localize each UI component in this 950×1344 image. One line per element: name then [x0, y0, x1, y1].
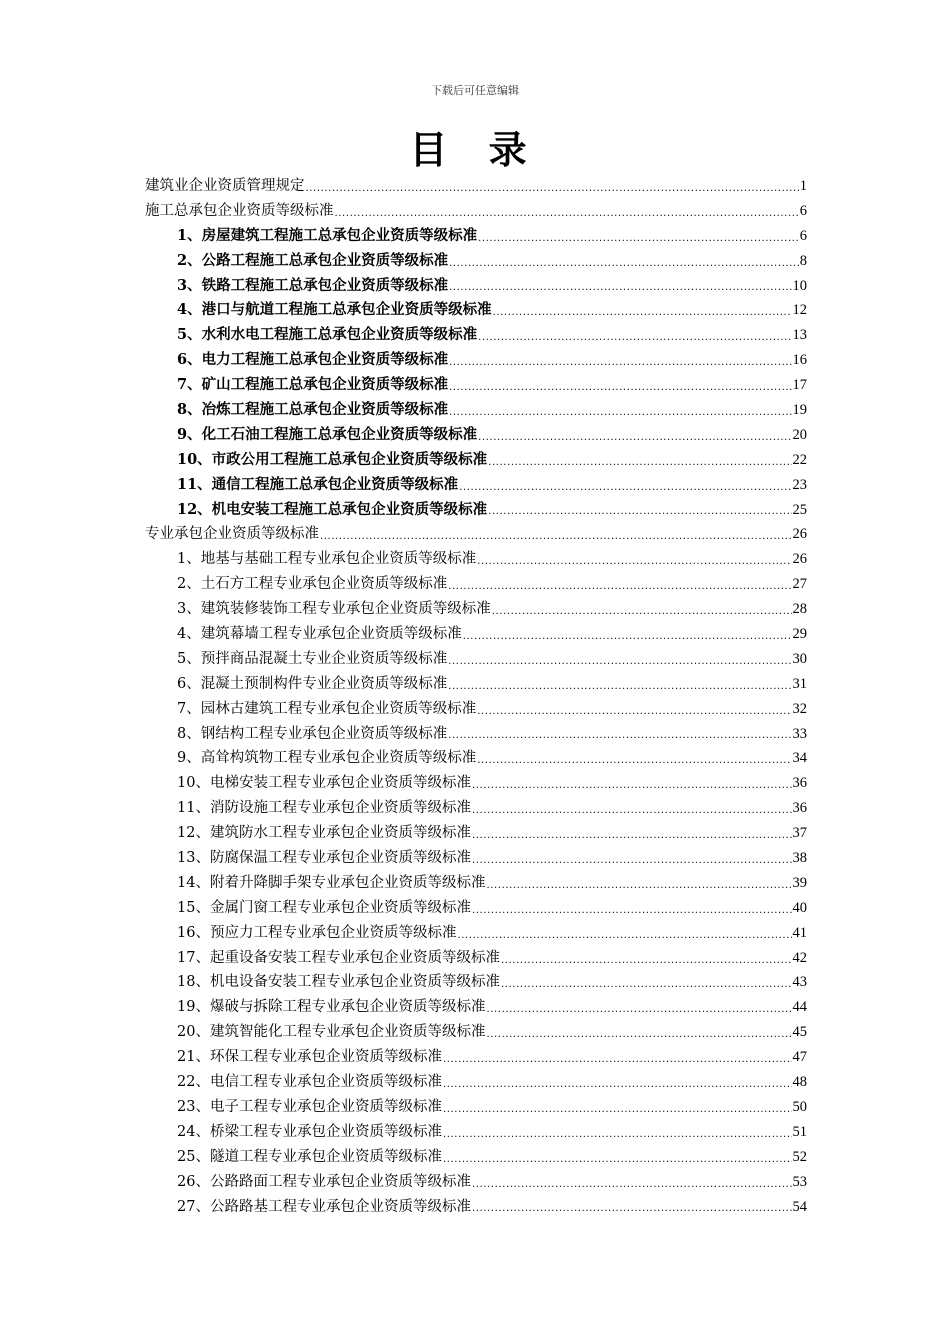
dot-leader: [472, 1170, 792, 1195]
toc-entry-title: 1、房屋建筑工程施工总承包企业资质等级标准: [177, 226, 478, 244]
toc-entry-title: 11、消防设施工程专业承包企业资质等级标准: [177, 800, 471, 817]
toc-entry[interactable]: [145, 1145, 807, 1170]
dot-leader: [493, 298, 792, 323]
dot-leader: [486, 995, 791, 1020]
toc-entry-title: 19、爆破与拆除工程专业承包企业资质等级标准: [177, 999, 486, 1016]
toc-entry-page: 37: [792, 825, 807, 842]
toc-entry[interactable]: [145, 622, 807, 647]
toc-entry-page: 51: [792, 1123, 807, 1140]
toc-entry-page: 29: [792, 626, 807, 643]
toc-entry-page: 38: [792, 850, 807, 867]
toc-entry[interactable]: [145, 771, 807, 796]
dot-leader: [488, 498, 791, 523]
toc-entry-title: 2、土石方工程专业承包企业资质等级标准: [177, 576, 448, 593]
dot-leader: [448, 572, 791, 597]
toc-entry-title: 5、水利水电工程施工总承包企业资质等级标准: [177, 326, 478, 344]
dot-leader: [335, 199, 799, 224]
toc-entry-page: 23: [792, 476, 807, 493]
toc-entry-page: 48: [792, 1074, 807, 1091]
dot-leader: [477, 547, 791, 572]
table-of-contents: [145, 174, 807, 1219]
toc-entry[interactable]: [145, 697, 807, 722]
toc-entry-title: 10、电梯安装工程专业承包企业资质等级标准: [177, 775, 471, 792]
toc-entry-title: 17、起重设备安装工程专业承包企业资质等级标准: [177, 949, 500, 966]
dot-leader: [478, 323, 791, 348]
toc-entry[interactable]: [145, 547, 807, 572]
toc-entry-title: 26、公路路面工程专业承包企业资质等级标准: [177, 1173, 471, 1190]
dot-leader: [306, 174, 799, 199]
dot-leader: [449, 373, 791, 398]
toc-entry-page: 42: [792, 949, 807, 966]
toc-entry[interactable]: [145, 722, 807, 747]
dot-leader: [486, 1020, 791, 1045]
toc-entry-page: 40: [792, 899, 807, 916]
dot-leader: [472, 846, 792, 871]
dot-leader: [478, 423, 791, 448]
toc-entry[interactable]: [145, 597, 807, 622]
toc-entry-title: 5、预拌商品混凝土专业企业资质等级标准: [177, 650, 448, 667]
toc-entry-page: 16: [792, 352, 807, 369]
dot-leader: [486, 871, 791, 896]
toc-entry[interactable]: [145, 746, 807, 771]
toc-entry[interactable]: [145, 373, 807, 398]
toc-entry[interactable]: [145, 971, 807, 996]
toc-entry-page: 36: [792, 800, 807, 817]
header-note: 下载后可任意编辑: [431, 84, 519, 97]
dot-leader: [449, 249, 799, 274]
toc-entry[interactable]: [145, 398, 807, 423]
toc-entry-title: 15、金属门窗工程专业承包企业资质等级标准: [177, 899, 471, 916]
toc-entry-page: 26: [792, 551, 807, 568]
toc-entry-page: 52: [792, 1148, 807, 1165]
toc-entry-page: 43: [792, 974, 807, 991]
toc-entry[interactable]: [145, 199, 807, 224]
toc-entry-title: 13、防腐保温工程专业承包企业资质等级标准: [177, 850, 471, 867]
toc-entry-page: 44: [792, 999, 807, 1016]
toc-entry-title: 7、园林古建筑工程专业承包企业资质等级标准: [177, 700, 477, 717]
toc-entry[interactable]: [145, 448, 807, 473]
toc-entry[interactable]: [145, 871, 807, 896]
toc-entry-title: 8、冶炼工程施工总承包企业资质等级标准: [177, 401, 449, 418]
toc-entry[interactable]: [145, 946, 807, 971]
toc-entry-title: 9、高耸构筑物工程专业承包企业资质等级标准: [177, 750, 477, 767]
toc-entry-page: 17: [792, 377, 807, 394]
toc-entry-title: 22、电信工程专业承包企业资质等级标准: [177, 1074, 442, 1091]
toc-entry[interactable]: [145, 572, 807, 597]
dot-leader: [449, 398, 791, 423]
toc-entry-page: 31: [792, 675, 807, 692]
toc-entry-title: 12、机电安装工程施工总承包企业资质等级标准: [177, 500, 488, 518]
toc-entry-title: 7、矿山工程施工总承包企业资质等级标准: [177, 376, 449, 394]
toc-entry-title: 8、钢结构工程专业承包企业资质等级标准: [177, 725, 448, 742]
toc-entry[interactable]: [145, 522, 807, 547]
toc-entry[interactable]: [145, 498, 807, 523]
dot-leader: [320, 522, 792, 547]
toc-entry-page: 50: [792, 1098, 807, 1115]
dot-leader: [448, 722, 791, 747]
toc-entry[interactable]: [145, 1070, 807, 1095]
toc-entry[interactable]: [145, 1020, 807, 1045]
toc-entry-title: 16、预应力工程专业承包企业资质等级标准: [177, 924, 457, 941]
toc-entry-title: 12、建筑防水工程专业承包企业资质等级标准: [177, 825, 471, 842]
toc-entry[interactable]: [145, 672, 807, 697]
toc-entry-page: 12: [792, 302, 807, 319]
toc-entry-page: 32: [792, 700, 807, 717]
dot-leader: [443, 1045, 792, 1070]
toc-entry[interactable]: [145, 473, 807, 498]
dot-leader: [443, 1120, 792, 1145]
toc-entry-title: 23、电子工程专业承包企业资质等级标准: [177, 1098, 442, 1115]
toc-entry-page: 53: [792, 1173, 807, 1190]
dot-leader: [449, 274, 791, 299]
toc-entry-title: 6、电力工程施工总承包企业资质等级标准: [177, 351, 449, 369]
page-title: 目 录: [409, 127, 541, 172]
dot-leader: [501, 971, 792, 996]
toc-entry[interactable]: [145, 423, 807, 448]
dot-leader: [472, 1195, 792, 1220]
toc-entry[interactable]: [145, 249, 807, 274]
toc-entry[interactable]: [145, 348, 807, 373]
toc-entry[interactable]: [145, 1120, 807, 1145]
dot-leader: [488, 448, 791, 473]
toc-entry-title: 21、环保工程专业承包企业资质等级标准: [177, 1049, 442, 1066]
toc-entry-page: 8: [799, 252, 807, 269]
toc-entry[interactable]: [145, 1195, 807, 1220]
toc-entry[interactable]: [145, 1170, 807, 1195]
toc-entry-title: 施工总承包企业资质等级标准: [145, 202, 334, 219]
toc-entry-page: 47: [792, 1049, 807, 1066]
toc-entry[interactable]: [145, 174, 807, 199]
toc-entry[interactable]: [145, 1095, 807, 1120]
toc-entry-page: 41: [792, 924, 807, 941]
toc-entry-page: 1: [799, 177, 807, 194]
toc-entry-title: 10、市政公用工程施工总承包企业资质等级标准: [177, 450, 488, 468]
dot-leader: [477, 746, 791, 771]
dot-leader: [448, 647, 791, 672]
dot-leader: [472, 821, 792, 846]
toc-entry-title: 2、公路工程施工总承包企业资质等级标准: [177, 251, 449, 269]
toc-entry-title: 专业承包企业资质等级标准: [145, 526, 319, 543]
toc-entry[interactable]: [145, 821, 807, 846]
toc-entry-title: 14、附着升降脚手架专业承包企业资质等级标准: [177, 874, 486, 891]
toc-entry-title: 20、建筑智能化工程专业承包企业资质等级标准: [177, 1024, 486, 1041]
toc-entry-page: 22: [792, 451, 807, 468]
toc-entry-title: 24、桥梁工程专业承包企业资质等级标准: [177, 1123, 442, 1140]
toc-entry-page: 6: [799, 227, 807, 244]
toc-entry[interactable]: [145, 224, 807, 249]
dot-leader: [492, 597, 792, 622]
toc-entry-page: 26: [792, 526, 807, 543]
toc-entry-page: 34: [792, 750, 807, 767]
toc-entry-title: 3、建筑装修装饰工程专业承包企业资质等级标准: [177, 601, 491, 618]
toc-entry-page: 20: [792, 426, 807, 443]
toc-entry[interactable]: [145, 274, 807, 299]
toc-entry-page: 28: [792, 601, 807, 618]
dot-leader: [443, 1070, 792, 1095]
dot-leader: [478, 224, 799, 249]
toc-entry-title: 27、公路路基工程专业承包企业资质等级标准: [177, 1198, 471, 1215]
dot-leader: [472, 896, 792, 921]
toc-entry-page: 33: [792, 725, 807, 742]
toc-entry[interactable]: [145, 921, 807, 946]
dot-leader: [459, 473, 791, 498]
toc-entry-title: 1、地基与基础工程专业承包企业资质等级标准: [177, 551, 477, 568]
toc-entry-title: 3、铁路工程施工总承包企业资质等级标准: [177, 276, 449, 294]
dot-leader: [457, 921, 791, 946]
dot-leader: [443, 1095, 792, 1120]
toc-entry-page: 10: [792, 277, 807, 294]
toc-entry-title: 18、机电设备安装工程专业承包企业资质等级标准: [177, 974, 500, 991]
dot-leader: [443, 1145, 792, 1170]
dot-leader: [463, 622, 792, 647]
toc-entry[interactable]: [145, 647, 807, 672]
toc-entry[interactable]: [145, 323, 807, 348]
toc-entry-title: 11、通信工程施工总承包企业资质等级标准: [177, 475, 459, 493]
toc-entry-page: 13: [792, 327, 807, 344]
dot-leader: [472, 771, 792, 796]
toc-entry-page: 6: [799, 202, 807, 219]
toc-entry-page: 30: [792, 650, 807, 667]
toc-entry[interactable]: [145, 796, 807, 821]
toc-entry-title: 6、混凝土预制构件专业企业资质等级标准: [177, 675, 448, 692]
toc-entry-title: 建筑业企业资质管理规定: [145, 177, 305, 194]
toc-entry-page: 36: [792, 775, 807, 792]
dot-leader: [472, 796, 792, 821]
toc-entry-title: 25、隧道工程专业承包企业资质等级标准: [177, 1148, 442, 1165]
dot-leader: [501, 946, 792, 971]
toc-entry[interactable]: [145, 846, 807, 871]
toc-entry-page: 54: [792, 1198, 807, 1215]
toc-entry[interactable]: [145, 896, 807, 921]
toc-entry[interactable]: [145, 995, 807, 1020]
dot-leader: [449, 348, 791, 373]
toc-entry-title: 4、建筑幕墙工程专业承包企业资质等级标准: [177, 626, 462, 643]
toc-entry-page: 39: [792, 874, 807, 891]
toc-entry-page: 45: [792, 1024, 807, 1041]
toc-entry-page: 27: [792, 576, 807, 593]
toc-entry[interactable]: [145, 298, 807, 323]
toc-entry-page: 25: [792, 501, 807, 518]
toc-entry[interactable]: [145, 1045, 807, 1070]
dot-leader: [477, 697, 791, 722]
toc-entry-title: 9、化工石油工程施工总承包企业资质等级标准: [177, 425, 478, 443]
toc-entry-title: 4、港口与航道工程施工总承包企业资质等级标准: [177, 301, 492, 319]
toc-entry-page: 19: [792, 402, 807, 418]
dot-leader: [448, 672, 791, 697]
